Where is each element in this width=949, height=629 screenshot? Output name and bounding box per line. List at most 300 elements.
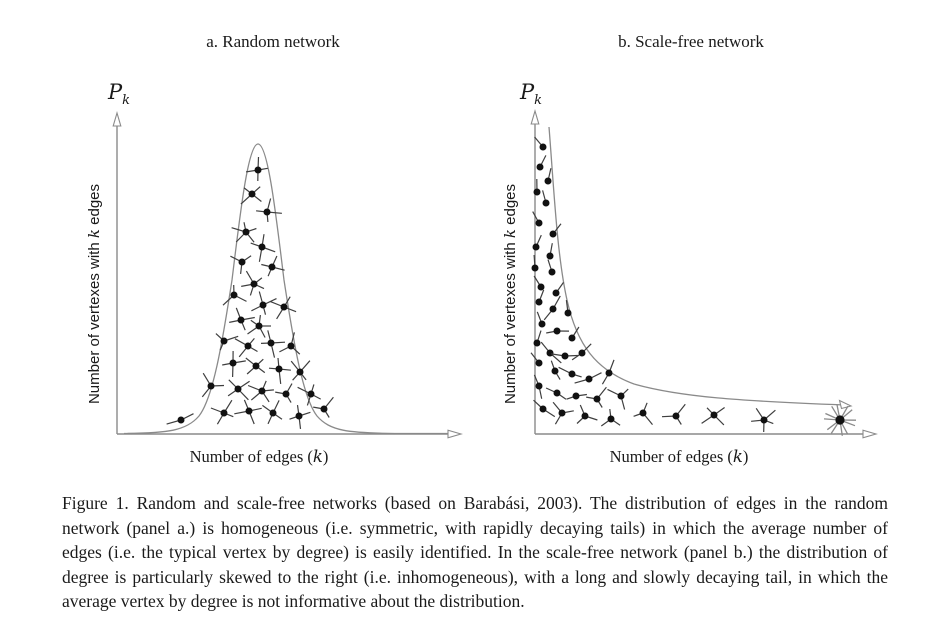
vertex-edge-line: [244, 188, 252, 194]
panel-b-axes: [531, 111, 876, 438]
vertex-edge-line: [211, 408, 224, 413]
panel-b-ylabel-pre: Number of vertexes with: [502, 238, 519, 405]
panel-a-ylabel-k: k: [85, 229, 103, 239]
panel-b-x-axis-label: [529, 447, 829, 467]
vertex-edge-line: [251, 305, 263, 311]
vertex-edge-line: [254, 284, 264, 289]
vertex-edge-line: [534, 400, 544, 409]
panel-a-x-arrowhead-icon: [448, 430, 461, 438]
vertex-dot: [264, 209, 271, 216]
vertex-dot: [594, 396, 601, 403]
vertex-edge-line: [229, 320, 241, 322]
vertex-edge-line: [537, 312, 542, 324]
vertex-dot: [559, 410, 566, 417]
vertex-edge-line: [256, 211, 267, 212]
vertex-edge-line: [284, 307, 296, 312]
vertex-edge-line: [553, 402, 562, 413]
vertex-dot: [711, 412, 718, 419]
vertex-dot: [534, 189, 541, 196]
vertex-dot: [249, 191, 256, 198]
vertex-edge-line: [254, 278, 262, 284]
vertex-edge-line: [553, 296, 560, 309]
vertex-dot: [562, 353, 569, 360]
vertex-dot: [251, 281, 258, 288]
vertex-edge-line: [582, 344, 591, 353]
vertex-edge-line: [714, 415, 724, 425]
vertex-dot: [618, 393, 625, 400]
panel-b-title: b. Scale-free network: [618, 32, 764, 51]
vertex-dot: [256, 323, 263, 330]
vertex-dot: [230, 360, 237, 367]
vertex-edge-line: [167, 420, 181, 424]
vertex-dot: [246, 408, 253, 415]
vertex-edge-line: [241, 194, 252, 204]
vertex-edge-line: [534, 255, 535, 268]
vertex-edge-line: [299, 412, 310, 416]
vertex-dot: [283, 391, 290, 398]
vertex-dot: [550, 231, 557, 238]
vertex-dot: [545, 178, 552, 185]
panel-b-xlabel-k: k: [732, 447, 743, 466]
vertex-edge-line: [279, 346, 291, 352]
panel-b-pk-main: P: [520, 80, 535, 104]
vertex-edge-line: [256, 359, 263, 366]
vertex-edge-line: [756, 408, 764, 420]
vertex-edge-line: [271, 343, 275, 358]
vertex-dot: [259, 388, 266, 395]
vertex-dot: [608, 416, 615, 423]
vertex-edge-line: [258, 157, 259, 170]
vertex-dot: [552, 368, 559, 375]
vertex-dot: [533, 244, 540, 251]
vertex-edge-line: [241, 320, 245, 330]
vertex-edge-line: [223, 295, 234, 305]
vertex-edge-line: [559, 367, 572, 374]
vertex-edge-line: [262, 405, 273, 413]
panel-b-pk-sub: k: [534, 93, 543, 109]
vertex-edge-line: [827, 420, 840, 430]
vertex-edge-line: [268, 413, 273, 424]
panel-b-xlabel-post: ): [742, 447, 749, 466]
vertex-edge-line: [230, 256, 242, 262]
vertex-edge-line: [824, 419, 840, 420]
vertex-edge-line: [273, 400, 279, 413]
vertex-edge-line: [251, 320, 259, 326]
vertex-edge-line: [291, 361, 300, 372]
vertex-dot: [543, 200, 550, 207]
vertex-edge-line: [840, 420, 855, 426]
vertex-edge-line: [543, 190, 546, 203]
vertex-dot: [321, 406, 328, 413]
vertex-edge-line: [840, 420, 848, 434]
vertex-dot: [761, 417, 768, 424]
vertex-edge-line: [298, 387, 311, 394]
vertex-edge-line: [300, 361, 310, 372]
vertex-edge-line: [313, 407, 324, 409]
panel-b-pk-label: [520, 80, 542, 108]
vertex-edge-line: [211, 386, 224, 387]
vertex-dot: [281, 304, 288, 311]
vertex-dot: [245, 343, 252, 350]
vertex-edge-line: [544, 309, 553, 320]
vertex-dot: [270, 410, 277, 417]
vertex-dot: [532, 265, 539, 272]
vertex-edge-line: [248, 386, 262, 392]
vertex-dot: [554, 390, 561, 397]
vertex-edge-line: [539, 386, 542, 399]
vertex-dot: [221, 338, 228, 345]
vertex-edge-line: [279, 369, 281, 384]
vertex-dot: [238, 317, 245, 324]
vertex-edge-line: [234, 295, 247, 301]
vertex-edge-line: [324, 397, 333, 409]
vertex-dot: [231, 292, 238, 299]
vertex-edge-line: [259, 315, 260, 326]
vertex-dot: [554, 328, 561, 335]
vertex-edge-line: [533, 212, 539, 223]
vertex-edge-line: [278, 358, 279, 369]
vertex-edge-line: [220, 341, 224, 350]
vertex-dot: [296, 413, 303, 420]
vertex-edge-line: [540, 155, 546, 167]
vertex-dot: [640, 410, 647, 417]
vertex-edge-line: [270, 301, 284, 307]
vertex-edge-line: [262, 390, 274, 391]
vertex-edge-line: [239, 346, 248, 357]
vertex-edge-line: [259, 326, 265, 338]
vertex-edge-line: [252, 194, 261, 202]
vertex-dot: [673, 413, 680, 420]
vertex-dot: [606, 370, 613, 377]
vertex-edge-line: [262, 381, 266, 391]
panel-b-curve-arrowhead-icon: [840, 401, 852, 409]
panel-b-y-arrowhead-icon: [531, 111, 539, 124]
vertex-edge-line: [298, 405, 300, 416]
vertex-edge-line: [293, 372, 300, 380]
vertex-edge-line: [840, 406, 848, 420]
vertex-edge-line: [291, 346, 300, 354]
vertex-dot: [260, 302, 267, 309]
vertex-edge-line: [831, 420, 840, 433]
vertex-edge-line: [241, 262, 242, 274]
vertex-edge-line: [609, 360, 614, 373]
vertex-edge-line: [539, 290, 544, 302]
vertex-edge-line: [272, 256, 277, 267]
vertex-edge-line: [577, 416, 585, 424]
vertex-edge-line: [576, 395, 587, 397]
vertex-edge-line: [286, 394, 291, 403]
vertex-edge-line: [555, 413, 562, 424]
panel-a-xlabel-pre: Number of edges (: [189, 447, 313, 466]
vertex-edge-line: [244, 222, 246, 232]
vertex-edge-line: [233, 361, 246, 363]
vertex-edge-line: [300, 372, 306, 380]
vertex-dot: [297, 369, 304, 376]
vertex-edge-line: [589, 373, 602, 379]
vertex-dot: [573, 393, 580, 400]
vertex-edge-line: [267, 212, 268, 222]
vertex-edge-line: [290, 416, 300, 419]
vertex-dot: [547, 350, 554, 357]
vertex-edge-line: [585, 416, 597, 420]
vertex-dot: [547, 253, 554, 260]
vertex-edge-line: [565, 356, 578, 357]
vertex-edge-line: [248, 326, 260, 334]
vertex-edge-line: [662, 416, 676, 417]
vertex-edge-line: [676, 416, 681, 425]
vertex-edge-line: [246, 232, 254, 242]
panel-b-vertex-motifs: [531, 137, 856, 436]
vertex-edge-line: [217, 413, 224, 424]
vertex-edge-line: [248, 346, 258, 352]
vertex-edge-line: [236, 308, 241, 320]
panel-a-pk-label: [108, 80, 130, 108]
vertex-dot: [308, 391, 315, 398]
vertex-dot: [239, 259, 246, 266]
vertex-edge-line: [597, 387, 606, 399]
vertex-edge-line: [825, 414, 840, 421]
panel-a-pk-main: P: [108, 80, 123, 104]
vertex-edge-line: [246, 271, 254, 284]
vertex-edge-line: [256, 366, 265, 373]
vertex-edge-line: [202, 386, 211, 397]
panel-b-y-axis-label: [501, 144, 523, 444]
vertex-edge-line: [567, 396, 577, 399]
vertex-edge-line: [250, 284, 254, 295]
vertex-edge-line: [840, 410, 852, 420]
vertex-edge-line: [537, 331, 541, 343]
vertex-edge-line: [242, 256, 251, 262]
vertex-dot: [550, 306, 557, 313]
vertex-edge-line: [238, 389, 248, 400]
vertex-edge-line: [262, 234, 264, 247]
vertex-edge-line: [550, 353, 561, 363]
vertex-dot: [536, 360, 543, 367]
vertex-edge-line: [263, 305, 266, 315]
vertex-edge-line: [311, 394, 321, 399]
vertex-edge-line: [575, 379, 589, 383]
vertex-edge-line: [203, 373, 211, 386]
vertex-edge-line: [275, 392, 286, 394]
panel-b-decay-curve: [549, 127, 845, 405]
vertex-edge-line: [299, 416, 301, 429]
hub-vertex-dot: [835, 415, 844, 424]
panel-b-ylabel-post: edges: [502, 183, 519, 230]
vertex-edge-line: [248, 338, 254, 346]
vertex-edge-line: [249, 408, 262, 411]
vertex-dot: [536, 299, 543, 306]
vertex-edge-line: [263, 299, 277, 305]
vertex-edge-line: [621, 389, 628, 396]
vertex-dot: [538, 284, 545, 291]
vertex-dot: [536, 383, 543, 390]
vertex-edge-line: [249, 411, 254, 424]
vertex-edge-line: [273, 413, 282, 419]
vertex-edge-line: [251, 391, 262, 400]
vertex-edge-line: [324, 409, 329, 418]
vertex-edge-line: [546, 388, 557, 393]
panel-a-xlabel-post: ): [322, 447, 329, 466]
vertex-edge-line: [557, 393, 566, 399]
vertex-dot: [253, 363, 260, 370]
vertex-edge-line: [555, 371, 560, 380]
vertex-edge-line: [643, 403, 647, 413]
vertex-edge-line: [262, 247, 275, 252]
vertex-edge-line: [277, 307, 284, 319]
vertex-edge-line: [621, 396, 625, 410]
panel-b-x-arrowhead-icon: [863, 430, 876, 438]
vertex-edge-line: [534, 276, 541, 287]
vertex-dot: [569, 371, 576, 378]
vertex-edge-line: [258, 168, 268, 170]
vertex-edge-line: [251, 243, 262, 247]
vertex-edge-line: [572, 374, 582, 377]
vertex-edge-line: [676, 404, 685, 416]
panel-a-bell-curve: [124, 144, 448, 434]
vertex-edge-line: [751, 420, 764, 421]
vertex-edge-line: [311, 384, 314, 394]
panel-a-y-arrowhead-icon: [113, 113, 121, 126]
vertex-edge-line: [702, 415, 714, 423]
vertex-edge-line: [551, 361, 555, 371]
vertex-edge-line: [224, 400, 232, 413]
panel-a-vertex-motifs: [167, 157, 334, 429]
vertex-dot: [537, 164, 544, 171]
vertex-edge-line: [235, 339, 248, 346]
vertex-dot: [569, 335, 576, 342]
panel-a-x-axis-label: [109, 447, 409, 467]
vertex-edge-line: [234, 411, 249, 414]
vertex-edge-line: [764, 410, 775, 420]
vertex-dot: [178, 417, 185, 424]
vertex-edge-line: [216, 334, 224, 341]
vertex-dot: [536, 220, 543, 227]
panel-b-xlabel-pre: Number of edges (: [609, 447, 733, 466]
vertex-edge-line: [534, 375, 539, 386]
vertex-edge-line: [222, 363, 233, 365]
vertex-edge-line: [284, 297, 290, 307]
vertex-edge-line: [837, 404, 840, 420]
vertex-edge-line: [259, 292, 263, 306]
vertex-edge-line: [572, 353, 582, 360]
panel-a-ylabel-pre: Number of vertexes with: [86, 238, 103, 405]
vertex-edge-line: [643, 413, 653, 425]
vertex-edge-line: [307, 394, 311, 405]
vertex-edge-line: [572, 327, 579, 338]
vertex-edge-line: [608, 389, 622, 396]
panel-a-ylabel-post: edges: [86, 183, 103, 230]
vertex-edge-line: [261, 265, 272, 268]
vertex-edge-line: [566, 300, 568, 313]
vertex-dot: [549, 269, 556, 276]
vertex-edge-line: [543, 409, 555, 417]
panel-a-pk-sub: k: [122, 93, 131, 109]
vertex-edge-line: [267, 199, 271, 213]
vertex-edge-line: [246, 358, 256, 366]
vertex-edge-line: [241, 318, 255, 321]
vertex-edge-line: [271, 342, 285, 343]
vertex-edge-line: [246, 229, 256, 233]
vertex-edge-line: [597, 399, 602, 408]
vertex-edge-line: [551, 354, 565, 356]
vertex-dot: [540, 144, 547, 151]
vertex-dot: [243, 229, 250, 236]
vertex-edge-line: [562, 411, 574, 413]
vertex-edge-line: [232, 228, 246, 232]
vertex-edge-line: [548, 168, 551, 181]
vertex-dot: [208, 383, 215, 390]
panel-a-xlabel-k: k: [312, 447, 323, 466]
vertex-dot: [565, 310, 572, 317]
panel-a-title: a. Random network: [206, 32, 340, 51]
vertex-edge-line: [272, 267, 285, 270]
vertex-edge-line: [267, 212, 282, 213]
vertex-edge-line: [228, 389, 238, 396]
vertex-edge-line: [181, 414, 194, 420]
vertex-edge-line: [269, 368, 279, 369]
vertex-dot: [221, 410, 228, 417]
vertex-edge-line: [553, 224, 561, 234]
vertex-edge-line: [268, 330, 271, 343]
vertex-dot: [582, 413, 589, 420]
vertex-edge-line: [714, 408, 725, 416]
vertex-edge-line: [238, 381, 250, 389]
vertex-edge-line: [536, 235, 541, 247]
vertex-dot: [540, 406, 547, 413]
vertex-edge-line: [241, 284, 254, 286]
vertex-edge-line: [291, 332, 294, 346]
vertex-edge-line: [634, 413, 643, 416]
vertex-edge-line: [541, 342, 550, 353]
vertex-edge-line: [268, 267, 272, 276]
vertex-edge-line: [244, 400, 249, 411]
vertex-edge-line: [531, 353, 539, 363]
vertex-edge-line: [580, 405, 585, 416]
vertex-edge-line: [548, 260, 552, 272]
vertex-dot: [255, 167, 262, 174]
vertex-dot: [288, 343, 295, 350]
vertex-edge-line: [556, 282, 564, 293]
figure-caption: Figure 1. Random and scale-free networks (based on Barabási, 2003). The distribution of edges in the random network (panel a.) is homogeneous (i.e. symmetric, with rapidly decaying tails) in which the average number of edges (i.e. the typical vertex by degree) is easily identified. In the scale-free network (panel b.) the distribution of degree is particularly skewed to the right (i.e. inhomogeneous), with a long and slowly decaying tail, in which the average vertex by degree is not informative about the distribution.: [62, 493, 888, 612]
vertex-edge-line: [764, 420, 773, 424]
vertex-edge-line: [286, 384, 292, 394]
vertex-edge-line: [247, 366, 256, 374]
vertex-edge-line: [546, 331, 557, 333]
panel-a-y-axis-label: [85, 144, 107, 444]
vertex-dot: [235, 386, 242, 393]
vertex-dot: [534, 340, 541, 347]
vertex-edge-line: [840, 420, 842, 436]
vertex-edge-line: [601, 419, 611, 426]
vertex-edge-line: [602, 373, 609, 384]
vertex-edge-line: [262, 391, 269, 402]
vertex-edge-line: [611, 419, 620, 425]
vertex-edge-line: [707, 408, 714, 415]
vertex-edge-line: [832, 406, 840, 420]
vertex-dot: [539, 321, 546, 328]
vertex-edge-line: [610, 409, 611, 419]
vertex-edge-line: [279, 369, 291, 370]
panel-b-ylabel-k: k: [501, 229, 519, 239]
vertex-edge-line: [252, 187, 260, 194]
vertex-dot: [276, 366, 283, 373]
vertex-edge-line: [550, 243, 552, 256]
vertex-edge-line: [586, 397, 597, 399]
vertex-dot: [259, 244, 266, 251]
panel-a-axes: [113, 113, 461, 438]
vertex-dot: [553, 290, 560, 297]
vertex-edge-line: [236, 232, 246, 242]
